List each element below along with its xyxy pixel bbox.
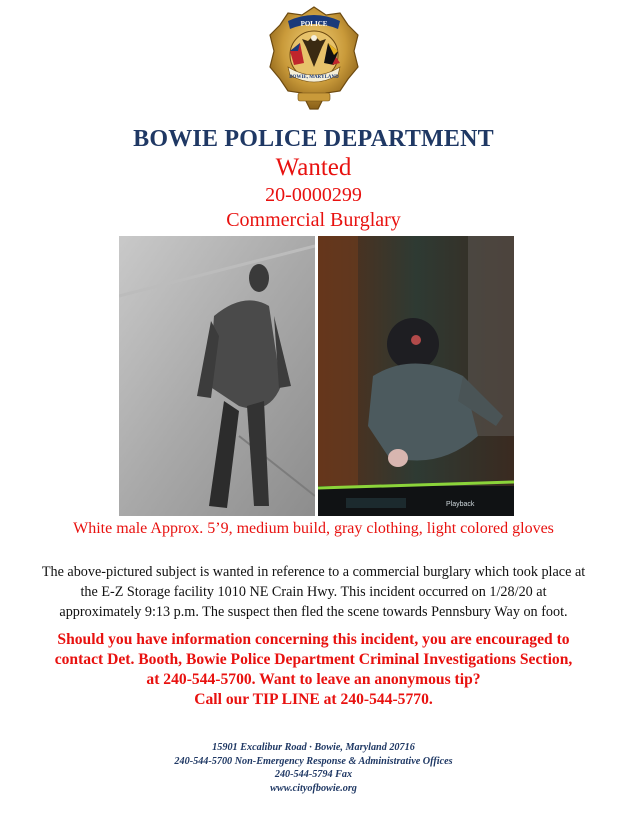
appeal-line: at 240-544-5700. Want to leave an anonymous tip?: [146, 671, 481, 688]
appeal-line: contact Det. Booth, Bowie Police Department Criminal Investigations Section,: [54, 651, 573, 668]
footer-phone: 240-544-5700 Non-Emergency Response & Administrative Offices: [174, 755, 453, 767]
contact-footer: [0, 741, 627, 795]
police-badge-icon: [268, 5, 360, 113]
narrative-line: The above-pictured subject is wanted in reference to a commercial burglary which took place at: [41, 564, 586, 580]
suspect-photo-left: [119, 236, 315, 516]
case-number: 20-0000299: [265, 184, 362, 206]
footer-address: 15901 Excalibur Road · Bowie, Maryland 20716: [212, 742, 415, 753]
department-title: BOWIE POLICE DEPARTMENT: [133, 126, 494, 152]
crime-type: Commercial Burglary: [226, 209, 401, 231]
suspect-description: White male Approx. 5’9, medium build, gray clothing, light colored gloves: [73, 520, 554, 537]
tip-appeal: [20, 630, 607, 710]
svg-text:POLICE: POLICE: [300, 20, 328, 28]
wanted-heading: Wanted: [275, 154, 352, 181]
svg-text:Playback: Playback: [446, 501, 475, 508]
footer-fax: 240-544-5794 Fax: [274, 769, 353, 780]
narrative-line: the E-Z Storage facility 1010 NE Crain Hwy. This incident occurred on 1/28/20 at: [80, 584, 547, 600]
svg-text:BOWIE, MARYLAND: BOWIE, MARYLAND: [289, 75, 339, 80]
suspect-photo-right: [318, 236, 514, 516]
appeal-line: Call our TIP LINE at 240-544-5770.: [194, 691, 433, 708]
narrative-line: approximately 9:13 p.m. The suspect then fled the scene towards Pennsbury Way on foot.: [59, 604, 568, 620]
appeal-line: Should you have information concerning this incident, you are encouraged to: [57, 631, 570, 648]
incident-narrative: [25, 562, 602, 622]
footer-website-link[interactable]: www.cityofbowie.org: [270, 782, 357, 794]
